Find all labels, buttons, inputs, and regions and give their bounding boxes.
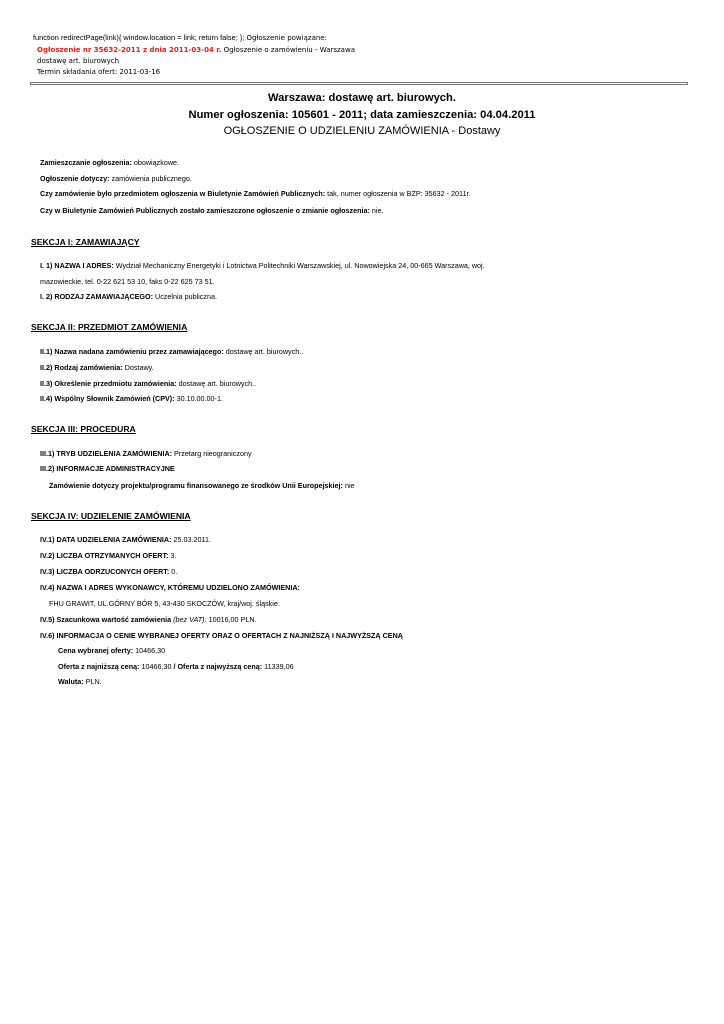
award-date-row — [40, 535, 211, 544]
received-offers-label: IV.2) LICZBA OTRZYMANYCH OFERT: — [40, 551, 169, 560]
address-value: Wydział Mechaniczny Energetyki i Lotnictwa Politechniki Warszawskiej, ul. Nowowiejska 24, 00-665 Warszawa, woj. — [115, 261, 485, 270]
price-separator: / — [173, 662, 176, 671]
chosen-price-value: 10466,30 — [135, 646, 166, 655]
award-date-value: 25.03.2011. — [173, 535, 211, 544]
subject-row — [40, 379, 256, 388]
section-heading: SEKCJA I: ZAMAWIAJĄCY — [31, 237, 140, 247]
highest-price-label: Oferta z najwyższą ceną: — [177, 662, 263, 671]
address-cont: mazowieckie, tel. 0-22 621 53 10, faks 0-22 625 73 51. — [40, 277, 215, 286]
offer-deadline: Termin składania ofert: 2011-03-16 — [37, 68, 161, 76]
intro-value: obowiązkowe. — [133, 158, 180, 167]
notice-number: Numer ogłoszenia: 105601 - 2011; data zamieszczenia: 04.04.2011 — [188, 109, 536, 121]
related-label: Ogłoszenie powiązane: — [246, 34, 327, 42]
highest-price-value: 11339,06 — [264, 662, 294, 671]
script-text: function redirectPage(link){ window.location = link; return false; }; — [33, 33, 245, 42]
intro-value: tak, numer ogłoszenia w BZP: 35632 - 2011r. — [327, 189, 471, 198]
intro-label: Zamieszczanie ogłoszenia: — [40, 158, 132, 167]
subject-label: II.3) Określenie przedmiotu zamówienia: — [40, 379, 177, 388]
section-heading: SEKCJA IV: UDZIELENIE ZAMÓWIENIA — [31, 511, 191, 521]
rejected-offers-label: IV.3) LICZBA ODRZUCONYCH OFERT: — [40, 567, 170, 576]
subject-value: 30.10.00.00-1. — [176, 394, 223, 403]
intro-value: nie. — [371, 206, 384, 215]
procedure-mode-label: III.1) TRYB UDZIELENIA ZAMÓWIENIA: — [40, 449, 173, 458]
address-row — [40, 261, 485, 270]
eu-funding-value: nie — [344, 481, 355, 490]
chosen-price-label: Cena wybranej oferty: — [58, 646, 134, 655]
intro-row — [40, 158, 179, 167]
authority-type-row — [40, 292, 217, 301]
contractor-value: FHU GRAWIT, UL.GÓRNY BÓR 5, 43-430 SKOCZÓW, kraj/woj. śląskie. — [49, 599, 280, 608]
subject-label: II.4) Wspólny Słownik Zamówień (CPV): — [40, 394, 175, 403]
related-notice-desc-cont: dostawę art. biurowych — [37, 57, 120, 65]
eu-funding-row — [49, 481, 355, 490]
section-heading: SEKCJA III: PROCEDURA — [31, 424, 136, 434]
estimate-value: 10016,00 PLN. — [208, 615, 257, 624]
top-script-line — [33, 33, 327, 42]
intro-row — [40, 189, 470, 198]
intro-row — [40, 174, 192, 183]
currency-label: Waluta: — [58, 677, 84, 686]
estimate-note: (bez VAT): — [173, 615, 207, 624]
currency-value: PLN. — [85, 677, 102, 686]
lowest-price-value: 10466,30 — [141, 662, 172, 671]
chosen-price-row — [58, 646, 165, 655]
intro-label: Ogłoszenie dotyczy: — [40, 174, 110, 183]
subject-label: II.2) Rodzaj zamówienia: — [40, 363, 123, 372]
subject-row — [40, 394, 223, 403]
authority-type-value: Uczelnia publiczna. — [155, 292, 217, 301]
header-divider — [30, 82, 688, 85]
intro-label: Czy zamówienie było przedmiotem ogłoszenia w Biuletynie Zamówień Publicznych: — [40, 189, 326, 198]
offer-info-label: IV.6) INFORMACJA O CENIE WYBRANEJ OFERTY ORAZ O OFERTACH Z NAJNIŻSZĄ I NAJWYŻSZĄ CENĄ — [40, 631, 403, 640]
subject-row — [40, 363, 154, 372]
related-notice-desc: Ogłoszenie o zamówieniu - Warszawa — [223, 46, 355, 54]
lowest-price-label: Oferta z najniższą ceną: — [58, 662, 140, 671]
related-notice — [37, 46, 355, 54]
estimate-row — [40, 615, 257, 624]
intro-row — [40, 206, 384, 215]
subject-row — [40, 347, 303, 356]
award-date-label: IV.1) DATA UDZIELENIA ZAMÓWIENIA: — [40, 535, 172, 544]
notice-type: OGŁOSZENIE O UDZIELENIU ZAMÓWIENIA - Dostawy — [223, 125, 501, 137]
subject-label: II.1) Nazwa nadana zamówieniu przez zamawiającego: — [40, 347, 224, 356]
address-label: I. 1) NAZWA I ADRES: — [40, 261, 114, 270]
received-offers-row — [40, 551, 176, 560]
estimate-label: IV.5) Szacunkowa wartość zamówienia — [40, 615, 172, 624]
eu-funding-label: Zamówienie dotyczy projektu/programu finansowanego ze środków Unii Europejskiej: — [49, 481, 343, 490]
admin-info-label: III.2) INFORMACJE ADMINISTRACYJNE — [40, 464, 175, 473]
rejected-offers-value: 0. — [171, 567, 178, 576]
intro-value: zamówienia publicznego. — [111, 174, 192, 183]
page-title: Warszawa: dostawę art. biurowych. — [268, 92, 456, 104]
currency-row — [58, 677, 102, 686]
price-range-row — [58, 662, 294, 671]
received-offers-value: 3. — [170, 551, 177, 560]
subject-value: Dostawy. — [124, 363, 154, 372]
rejected-offers-row — [40, 567, 177, 576]
subject-value: dostawę art. biurowych.. — [225, 347, 304, 356]
subject-value: dostawę art. biurowych.. — [178, 379, 257, 388]
procedure-mode-row — [40, 449, 252, 458]
intro-label: Czy w Biuletynie Zamówień Publicznych zostało zamieszczone ogłoszenie o zmianie ogłoszenia: — [40, 206, 370, 215]
authority-type-label: I. 2) RODZAJ ZAMAWIAJĄCEGO: — [40, 292, 154, 301]
section-heading: SEKCJA II: PRZEDMIOT ZAMÓWIENIA — [31, 322, 188, 332]
procedure-mode-value: Przetarg nieograniczony — [174, 449, 252, 458]
contractor-label: IV.4) NAZWA I ADRES WYKONAWCY, KTÓREMU UDZIELONO ZAMÓWIENIA: — [40, 583, 300, 592]
related-notice-link[interactable]: Ogłoszenie nr 35632-2011 z dnia 2011-03-04 r. — [37, 46, 222, 54]
